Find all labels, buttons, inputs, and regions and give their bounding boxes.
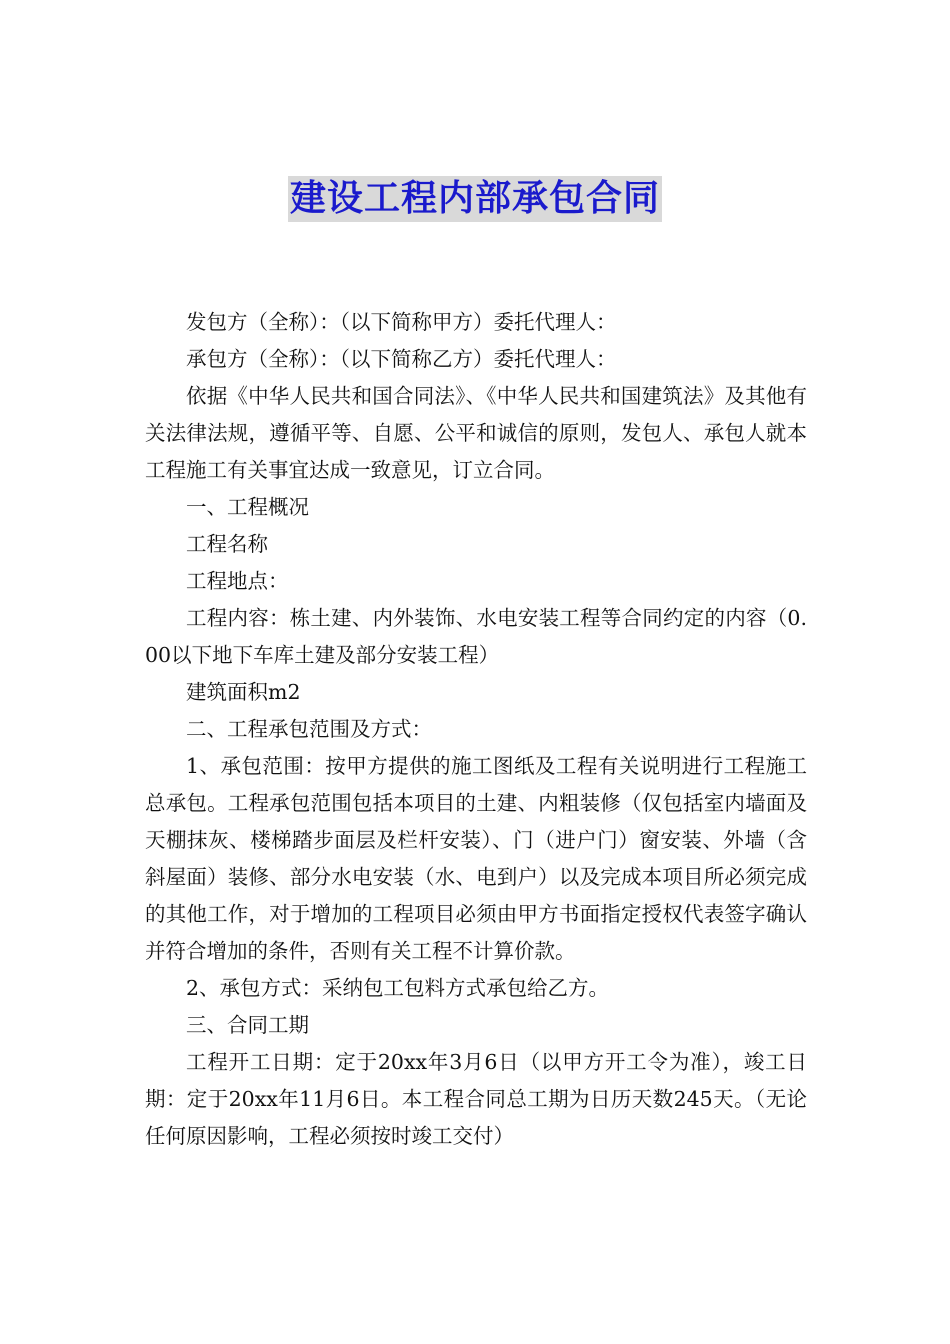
paragraph-legal-basis: 依据《中华人民共和国合同法》、《中华人民共和国建筑法》及其他有关法律法规，遵循平等、自愿、公平和诚信的原则，发包人、承包人就本工程施工有关事宜达成一致意见，订立合同。 [145, 384, 807, 482]
paragraph-employer: 发包方（全称）：（以下简称甲方）委托代理人： [186, 310, 617, 334]
section-heading-duration: 三、合同工期 [186, 1013, 309, 1037]
paragraph-method: 2、承包方式：采纳包工包料方式承包给乙方。 [186, 976, 610, 1000]
section-heading-overview: 一、工程概况 [186, 495, 309, 519]
paragraph-project-name: 工程名称 [186, 532, 268, 556]
paragraph-building-area: 建筑面积m2 [186, 680, 301, 704]
paragraph-dates: 工程开工日期：定于20xx年3月6日（以甲方开工令为准），竣工日期：定于20xx年11月6日。本工程合同总工期为日历天数245天。（无论任何原因影响，工程必须按时竣工交付） [145, 1050, 807, 1148]
document-body [145, 304, 807, 1155]
paragraph-contractor: 承包方（全称）：（以下简称乙方）委托代理人： [186, 347, 617, 371]
paragraph-scope: 1、承包范围：按甲方提供的施工图纸及工程有关说明进行工程施工总承包。工程承包范围包括本项目的土建、内粗装修（仅包括室内墙面及天棚抹灰、楼梯踏步面层及栏杆安装）、门（进户门）窗安装、外墙（含斜屋面）装修、部分水电安装（水、电到户）以及完成本项目所必须完成的其他工作，对于增加的工程项目必须由甲方书面指定授权代表签字确认并符合增加的条件，否则有关工程不计算价款。 [145, 754, 807, 963]
section-heading-scope: 二、工程承包范围及方式： [186, 717, 432, 741]
document-title: 建设工程内部承包合同 [288, 176, 662, 222]
paragraph-project-content: 工程内容：栋土建、内外装饰、水电安装工程等合同约定的内容（0.00以下地下车库土建及部分安装工程） [145, 606, 807, 667]
title-container [0, 176, 950, 222]
paragraph-project-location: 工程地点： [186, 569, 289, 593]
